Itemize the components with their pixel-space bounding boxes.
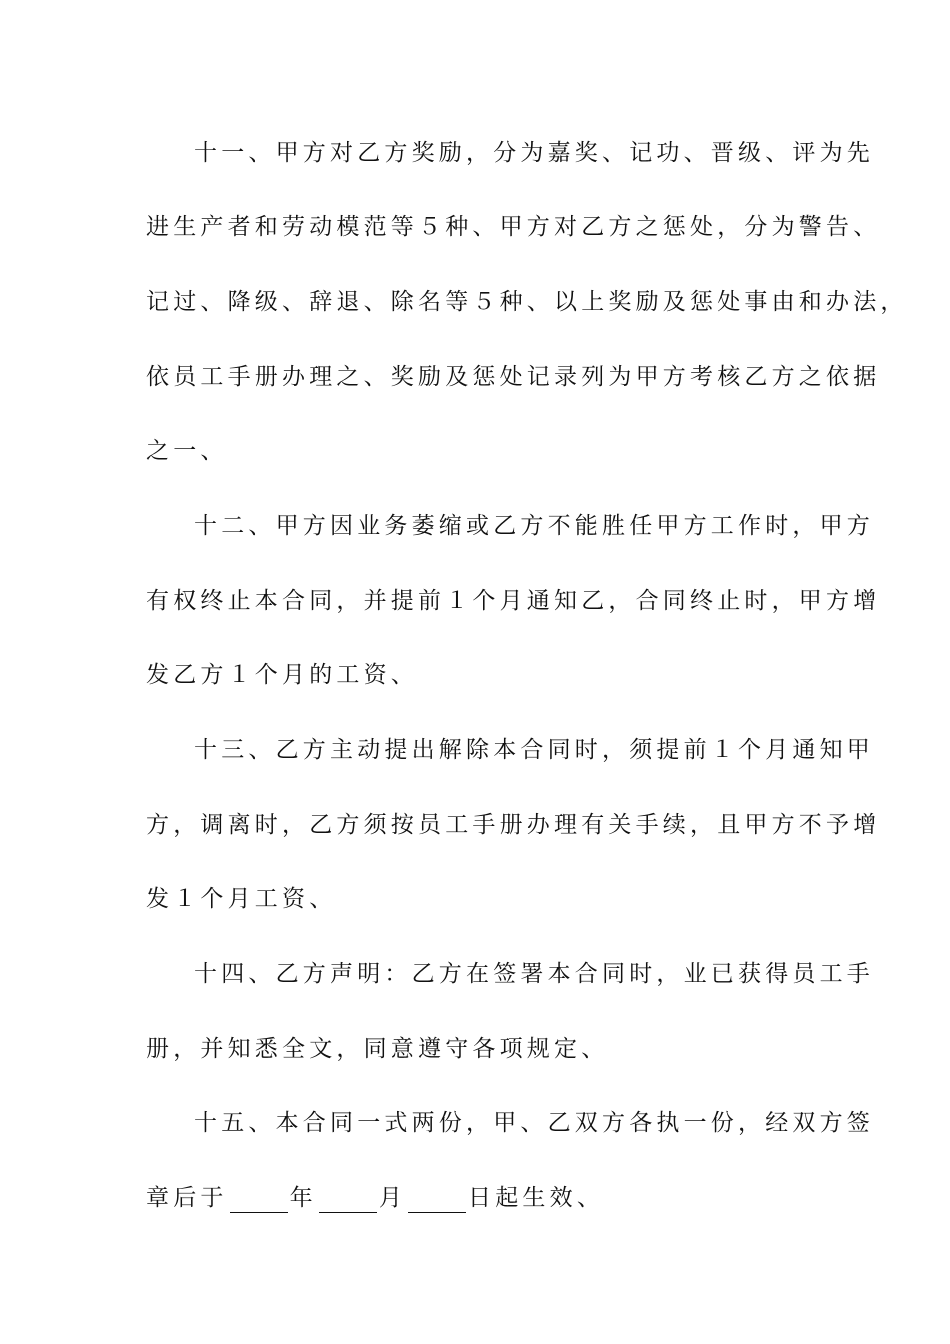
day-blank	[408, 1190, 466, 1213]
para-13-line-2: 方，调离时，乙方须按员工手册办理有关手续，且甲方不予增	[146, 812, 881, 838]
date-prefix: 章后于	[146, 1185, 228, 1211]
month-label: 月	[378, 1185, 407, 1211]
para-11-line-4: 依员工手册办理之、奖励及惩处记录列为甲方考核乙方之依据	[146, 364, 881, 390]
para-12-line-3: 发乙方１个月的工资、	[146, 662, 418, 688]
month-blank	[319, 1190, 377, 1213]
para-14-line-1: 十四、乙方声明：乙方在签署本合同时，业已获得员工手	[194, 961, 874, 987]
para-11-line-5: 之一、	[146, 438, 228, 464]
day-label: 日起生效、	[468, 1185, 605, 1211]
year-label: 年	[289, 1185, 317, 1211]
para-14-line-2: 册，并知悉全文，同意遵守各项规定、	[146, 1036, 609, 1062]
para-15-date-line	[146, 1183, 816, 1213]
para-11-line-2: 进生产者和劳动模范等５种、甲方对乙方之惩处，分为警告、	[146, 214, 881, 240]
para-11-line-1: 十一、甲方对乙方奖励，分为嘉奖、记功、晋级、评为先	[194, 140, 874, 166]
para-15-line-1: 十五、本合同一式两份，甲、乙双方各执一份，经双方签	[194, 1110, 874, 1136]
year-blank	[230, 1190, 288, 1213]
para-12-line-2: 有权终止本合同，并提前１个月通知乙，合同终止时，甲方增	[146, 588, 881, 614]
para-11-line-3: 记过、降级、辞退、除名等５种、以上奖励及惩处事由和办法，	[146, 289, 908, 315]
para-12-line-1: 十二、甲方因业务萎缩或乙方不能胜任甲方工作时，甲方	[194, 513, 874, 539]
para-13-line-3: 发１个月工资、	[146, 886, 337, 912]
para-13-line-1: 十三、乙方主动提出解除本合同时，须提前１个月通知甲	[194, 737, 874, 763]
